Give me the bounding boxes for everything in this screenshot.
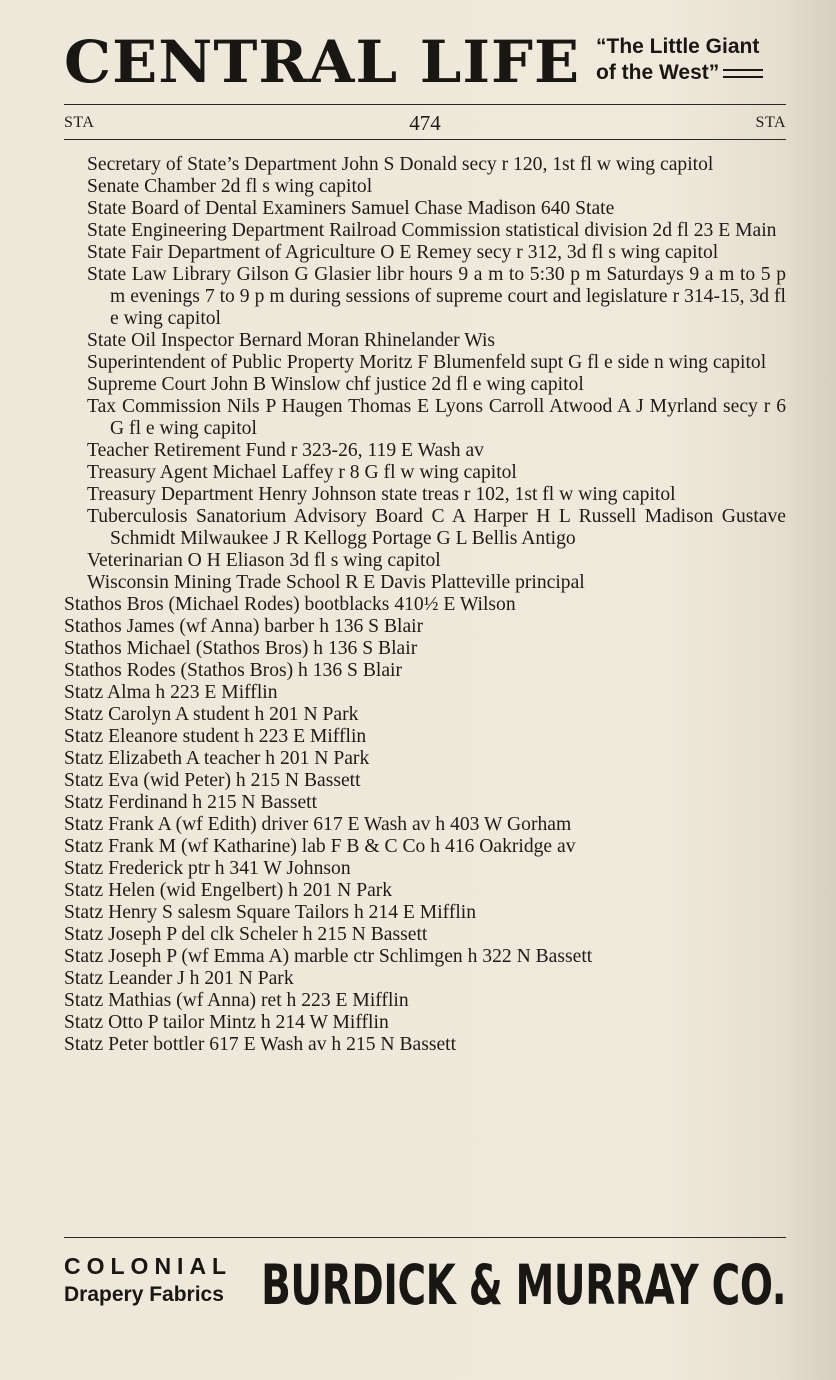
- page-number: 474: [409, 111, 441, 135]
- footer-rule: [64, 1237, 786, 1238]
- double-rule-ornament: [723, 69, 763, 78]
- directory-entry: Statz Leander J h 201 N Park: [64, 968, 294, 989]
- sub-entry: Treasury Agent Michael Laffey r 8 G fl w wing capitol: [87, 462, 517, 483]
- sub-entry: State Fair Department of Agriculture O E Remey secy r 312, 3d fl s wing capitol: [87, 242, 719, 263]
- directory-entry: Stathos Rodes (Stathos Bros) h 136 S Blair: [64, 660, 403, 681]
- sub-entry: Teacher Retirement Fund r 323-26, 119 E Wash av: [87, 440, 484, 461]
- sub-entry: Veterinarian O H Eliason 3d fl s wing capitol: [87, 550, 441, 571]
- directory-entry: Statz Frank A (wf Edith) driver 617 E Wash av h 403 W Gorham: [64, 814, 572, 835]
- footer-advertisement: [64, 1250, 786, 1318]
- directory-entry: Statz Ferdinand h 215 N Bassett: [64, 792, 318, 813]
- sub-entry: Senate Chamber 2d fl s wing capitol: [87, 176, 373, 197]
- slogan: [596, 34, 786, 86]
- directory-entries: [64, 154, 786, 1056]
- directory-entry: Statz Peter bottler 617 E Wash av h 215 N Bassett: [64, 1034, 457, 1055]
- running-head: [64, 110, 786, 136]
- sub-entry: Superintendent of Public Property Moritz F Blumenfeld supt G fl e side n wing capitol: [87, 352, 767, 373]
- slogan-line-2: of the West”: [596, 61, 720, 84]
- sub-entry: State Oil Inspector Bernard Moran Rhinelander Wis: [87, 330, 496, 351]
- directory-entry: Statz Elizabeth A teacher h 201 N Park: [64, 748, 370, 769]
- directory-entry: Statz Joseph P del clk Scheler h 215 N Bassett: [64, 924, 428, 945]
- ad-colonial: COLONIAL: [64, 1253, 233, 1279]
- sub-entry: State Law Library Gilson G Glasier libr hours 9 a m to 5:30 p m Saturdays 9 a m to 5 p m evenings 7 to 9 p m during sessions of supreme court and legislature r 314-15, 3d fl e wing capitol: [87, 264, 786, 329]
- directory-entry: Statz Helen (wid Engelbert) h 201 N Park: [64, 880, 393, 901]
- masthead-central-life: CENTRAL LIFE: [64, 28, 581, 96]
- directory-entry: Statz Joseph P (wf Emma A) marble ctr Schlimgen h 322 N Bassett: [64, 946, 593, 967]
- slogan-line-1: “The Little Giant: [596, 35, 760, 58]
- directory-entry: Stathos Michael (Stathos Bros) h 136 S Blair: [64, 638, 418, 659]
- sub-entry: Tuberculosis Sanatorium Advisory Board C A Harper H L Russell Madison Gustave Schmidt Milwaukee J R Kellogg Portage G L Bellis Antigo: [87, 506, 786, 549]
- directory-entry: Statz Frank M (wf Katharine) lab F B & C Co h 416 Oakridge av: [64, 836, 576, 857]
- directory-entry: Stathos Bros (Michael Rodes) bootblacks 410½ E Wilson: [64, 594, 516, 615]
- directory-entry: Statz Frederick ptr h 341 W Johnson: [64, 858, 351, 879]
- directory-entry: Statz Otto P tailor Mintz h 214 W Mifflin: [64, 1012, 389, 1033]
- sub-entry: Secretary of State’s Department John S Donald secy r 120, 1st fl w wing capitol: [87, 154, 714, 175]
- sub-entry: Supreme Court John B Winslow chf justice 2d fl e wing capitol: [87, 374, 584, 395]
- directory-entry: Statz Mathias (wf Anna) ret h 223 E Mifflin: [64, 990, 409, 1011]
- sub-entry: Tax Commission Nils P Haugen Thomas E Lyons Carroll Atwood A J Myrland secy r 6 G fl e wing capitol: [87, 396, 786, 439]
- ad-company-name: BURDICK & MURRAY CO.: [260, 1253, 786, 1318]
- header-rule: [64, 104, 786, 105]
- sub-entry: State Engineering Department Railroad Commission statistical division 2d fl 23 E Main: [87, 220, 777, 241]
- sub-entry: State Board of Dental Examiners Samuel Chase Madison 640 State: [87, 198, 615, 219]
- ad-drapery-fabrics: Drapery Fabrics: [64, 1283, 224, 1306]
- running-head-right: STA: [755, 114, 786, 131]
- directory-entry: Statz Carolyn A student h 201 N Park: [64, 704, 359, 725]
- directory-entry: Statz Eleanore student h 223 E Mifflin: [64, 726, 367, 747]
- directory-entry: Stathos James (wf Anna) barber h 136 S Blair: [64, 616, 424, 637]
- slogan-line-2-wrap: [596, 60, 786, 86]
- sub-entry: Wisconsin Mining Trade School R E Davis Platteville principal: [87, 572, 585, 593]
- directory-entry: Statz Henry S salesm Square Tailors h 214 E Mifflin: [64, 902, 477, 923]
- running-head-rule: [64, 139, 786, 140]
- running-head-left: STA: [64, 114, 95, 131]
- directory-entry: Statz Alma h 223 E Mifflin: [64, 682, 278, 703]
- page-header: [64, 26, 786, 102]
- directory-entry: Statz Eva (wid Peter) h 215 N Bassett: [64, 770, 361, 791]
- sub-entry: Treasury Department Henry Johnson state treas r 102, 1st fl w wing capitol: [87, 484, 676, 505]
